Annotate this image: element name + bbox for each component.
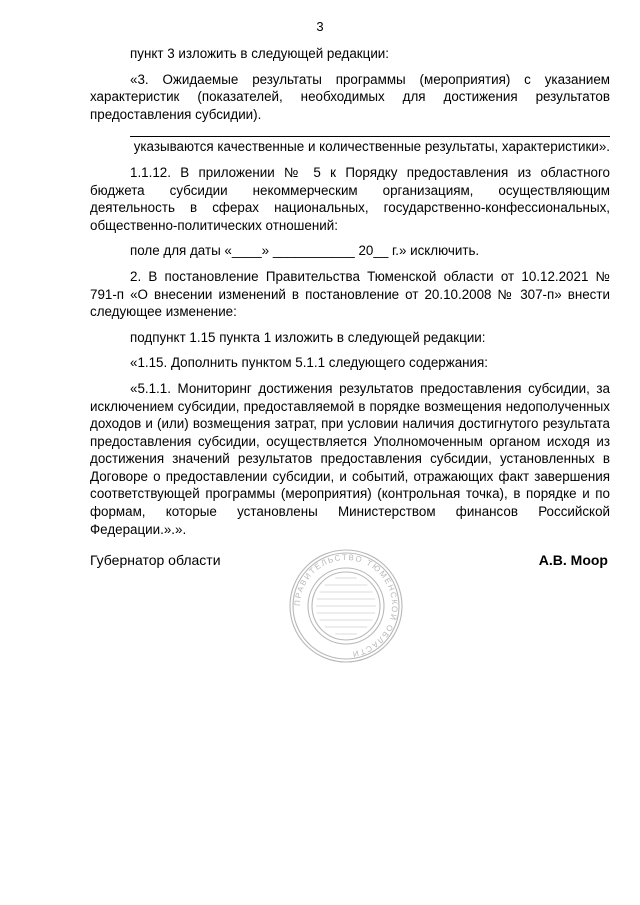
svg-text:ПРАВИТЕЛЬСТВО ТЮМЕНСКОЙ ОБЛАСТ: ПРАВИТЕЛЬСТВО ТЮМЕНСКОЙ ОБЛАСТИ	[292, 552, 400, 659]
paragraph-item-3-intro: пункт 3 изложить в следующей редакции:	[130, 46, 389, 61]
paragraph-appendix-5: 1.1.12. В приложении № 5 к Порядку предоставления из областного бюджета субсидии некоммерческим организациям, осуществляющим деятельность в сферах национальных, государственно-конфессиональных, общественно-политических отношений:	[90, 164, 610, 233]
paragraph-expected-results: «3. Ожидаемые результаты программы (мероприятия) с указанием характеристик (показателей, необходимых для достижения результатов предоставления субсидии).	[90, 71, 610, 122]
signatory-position: Губернатор области	[90, 552, 221, 568]
paragraph-indicators-hint: указываются качественные и количественные результаты, характеристики».	[133, 139, 610, 155]
official-seal-icon	[288, 548, 404, 664]
paragraph-subpoint-1-15: подпункт 1.15 пункта 1 изложить в следующей редакции:	[130, 329, 486, 345]
page-number: 3	[316, 19, 324, 34]
document-body	[90, 45, 610, 538]
paragraph-date-field: поле для даты «____» ___________ 20__ г.» исключить.	[130, 243, 480, 259]
paragraph-resolution-791: 2. В постановление Правительства Тюменской области от 10.12.2021 № 791-п «О внесении изменений в постановление от 20.10.2008 № 307-п» внести следующее изменение:	[90, 268, 610, 320]
paragraph-monitoring: «5.1.1. Мониторинг достижения результатов предоставления субсидии, за исключением субсидии, предоставляемой в порядке возмещения недополученных доходов и (или) возмещения затрат, при условии наличия достигнутого результата предоставления субсидии, осуществляется Уполномоченным органом исходя из достижения значений результатов предоставления субсидии, установленных в Договоре о предоставлении субсидии, и событий, отражающих факт завершения соответствующей программы (мероприятия) (контрольная точка), в порядке и по формам, которые установлены Министерством финансов Российской Федерации.».».	[90, 380, 610, 537]
signatory-name: А.В. Моор	[538, 552, 608, 568]
paragraph-add-point-5-1-1: «1.15. Дополнить пунктом 5.1.1 следующего содержания:	[130, 355, 488, 371]
fill-in-line	[130, 136, 610, 137]
